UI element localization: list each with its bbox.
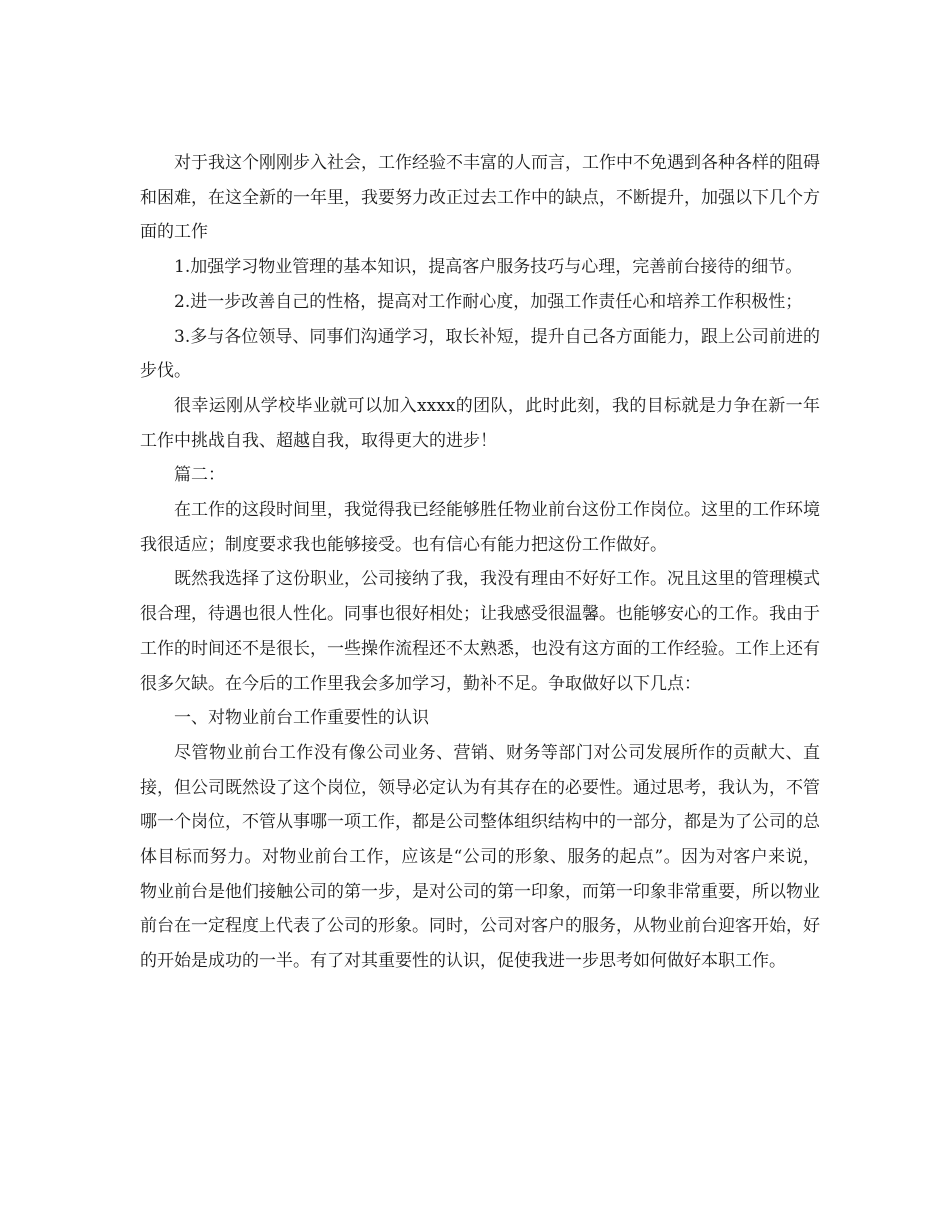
document-body <box>140 146 820 979</box>
body-paragraph: 既然我选择了这份职业，公司接纳了我，我没有理由不好好工作。况且这里的管理模式很合理，待遇也很人性化。同事也很好相处；让我感受很温馨。也能够安心的工作。我由于工作的时间还不是很长，一些操作流程还不太熟悉，也没有这方面的工作经验。工作上还有很多欠缺。在今后的工作里我会多加学习，勤补不足。争取做好以下几点： <box>140 569 820 694</box>
subsection-heading: 一、对物业前台工作重要性的认识 <box>174 708 429 729</box>
body-paragraph: 尽管物业前台工作没有像公司业务、营销、财务等部门对公司发展所作的贡献大、直接，但公司既然设了这个岗位，领导必定认为有其存在的必要性。通过思考，我认为，不管哪一个岗位，不管从事哪一项工作，都是公司整体组织结构中的一部分，都是为了公司的总体目标而努力。对物业前台工作，应该是“公司的形象、服务的起点”。因为对客户来说，物业前台是他们接触公司的第一步，是对公司的第一印象，而第一印象非常重要，所以物业前台在一定程度上代表了公司的形象。同时，公司对客户的服务，从物业前台迎客开始，好的开始是成功的一半。有了对其重要性的认识，促使我进一步思考如何做好本职工作。 <box>140 742 820 972</box>
list-item-2: 2.进一步改善自己的性格，提高对工作耐心度，加强工作责任心和培养工作积极性； <box>174 291 803 312</box>
section-heading-part-two: 篇二： <box>174 465 225 486</box>
goal-paragraph: 很幸运刚从学校毕业就可以加入xxxx的团队，此时此刻，我的目标就是力争在新一年工作中挑战自我、超越自我，取得更大的进步！ <box>140 395 820 451</box>
body-paragraph: 在工作的这段时间里，我觉得我已经能够胜任物业前台这份工作岗位。这里的工作环境我很适应；制度要求我也能够接受。也有信心有能力把这份工作做好。 <box>140 500 820 555</box>
list-item-3: 3.多与各位领导、同事们沟通学习，取长补短，提升自己各方面能力，跟上公司前进的步伐。 <box>140 326 820 382</box>
list-item-1: 1.加强学习物业管理的基本知识，提高客户服务技巧与心理，完善前台接待的细节。 <box>174 257 803 278</box>
intro-paragraph: 对于我这个刚刚步入社会，工作经验不丰富的人而言，工作中不免遇到各种各样的阻碍和困难，在这全新的一年里，我要努力改正过去工作中的缺点，不断提升，加强以下几个方面的工作 <box>140 153 820 243</box>
